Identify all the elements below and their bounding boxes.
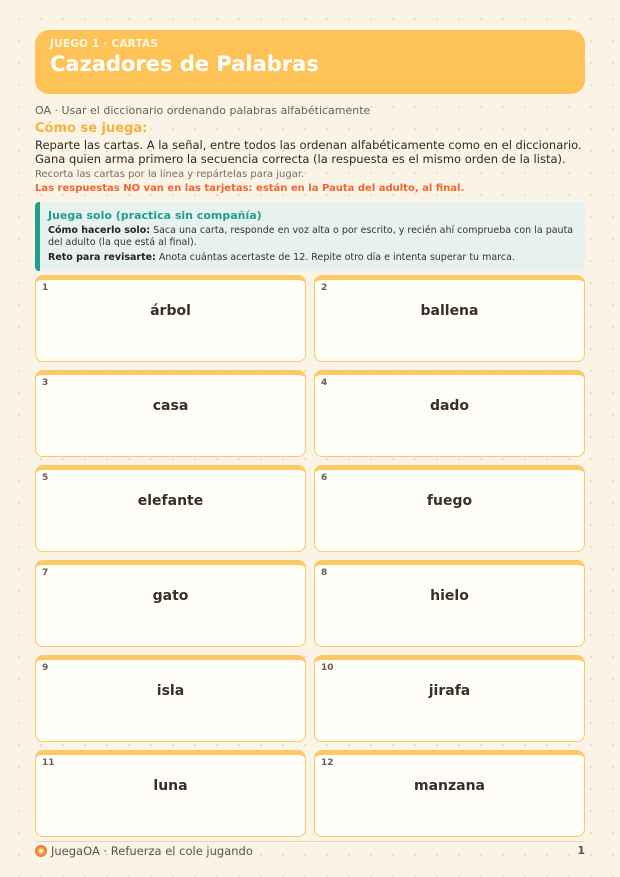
card-word: luna — [153, 778, 188, 794]
solo-challenge-text: Anota cuántas acertaste de 12. Repite otro día e intenta superar tu marca. — [158, 252, 515, 263]
card-word: dado — [429, 398, 470, 414]
howto-heading: Cómo se juega: — [35, 121, 148, 136]
card-grid — [35, 275, 585, 837]
word-card — [35, 560, 306, 647]
title-banner — [35, 30, 585, 94]
solo-title: Juega solo (practica sin compañía) — [48, 209, 262, 222]
cut-note: Recorta las cartas por la línea y repártelas para jugar. — [35, 169, 305, 180]
card-number: 11 — [42, 758, 55, 768]
word-card — [314, 750, 585, 837]
page-number: 1 — [577, 844, 585, 857]
card-number: 6 — [321, 473, 328, 483]
card-number: 9 — [42, 663, 49, 673]
card-word: elefante — [137, 493, 204, 509]
card-word: gato — [152, 588, 189, 604]
word-card — [314, 465, 585, 552]
card-word: isla — [156, 683, 185, 699]
solo-how-label: Cómo hacerlo solo: — [48, 225, 151, 236]
footer-brand: JuegaOA · Refuerza el cole jugando — [51, 844, 253, 858]
card-number: 5 — [42, 473, 49, 483]
card-number: 4 — [321, 378, 328, 388]
learning-objective: OA · Usar el diccionario ordenando palabras alfabéticamente — [35, 104, 371, 117]
target-icon — [35, 845, 47, 857]
solo-how — [48, 225, 575, 249]
howto-instructions: Reparte las cartas. A la señal, entre todos las ordenan alfabéticamente como en el diccionario. Gana quien arma primero la secuencia correcta (la respuesta es el mismo orden de la lista). — [35, 138, 582, 166]
word-card — [35, 465, 306, 552]
word-card — [314, 655, 585, 742]
card-word: fuego — [426, 493, 473, 509]
page-content — [35, 30, 585, 271]
card-word: manzana — [413, 778, 485, 794]
card-number: 1 — [42, 283, 49, 293]
card-word: casa — [152, 398, 189, 414]
answers-warning: Las respuestas NO van en las tarjetas: están en la Pauta del adulto, al final. — [35, 183, 465, 194]
card-number: 10 — [321, 663, 334, 673]
card-word: árbol — [150, 303, 191, 319]
page-title: Cazadores de Palabras — [50, 52, 319, 76]
solo-play-box — [35, 202, 585, 271]
card-word: ballena — [420, 303, 479, 319]
card-word: jirafa — [428, 683, 471, 699]
card-number: 8 — [321, 568, 328, 578]
word-card — [35, 750, 306, 837]
solo-challenge — [48, 252, 575, 264]
card-number: 2 — [321, 283, 328, 293]
solo-how-text: Saca una carta, responde en voz alta o por escrito, y recién ahí comprueba con la pauta del adulto (la que está al final). — [48, 225, 574, 248]
solo-challenge-label: Reto para revisarte: — [48, 252, 156, 263]
word-card — [314, 370, 585, 457]
word-card — [35, 655, 306, 742]
card-number: 12 — [321, 758, 334, 768]
card-number: 7 — [42, 568, 49, 578]
page-footer — [35, 841, 585, 863]
word-card — [314, 560, 585, 647]
word-card — [35, 275, 306, 362]
card-word: hielo — [430, 588, 469, 604]
word-card — [35, 370, 306, 457]
game-kicker: JUEGO 1 · CARTAS — [50, 38, 159, 50]
card-number: 3 — [42, 378, 49, 388]
word-card — [314, 275, 585, 362]
